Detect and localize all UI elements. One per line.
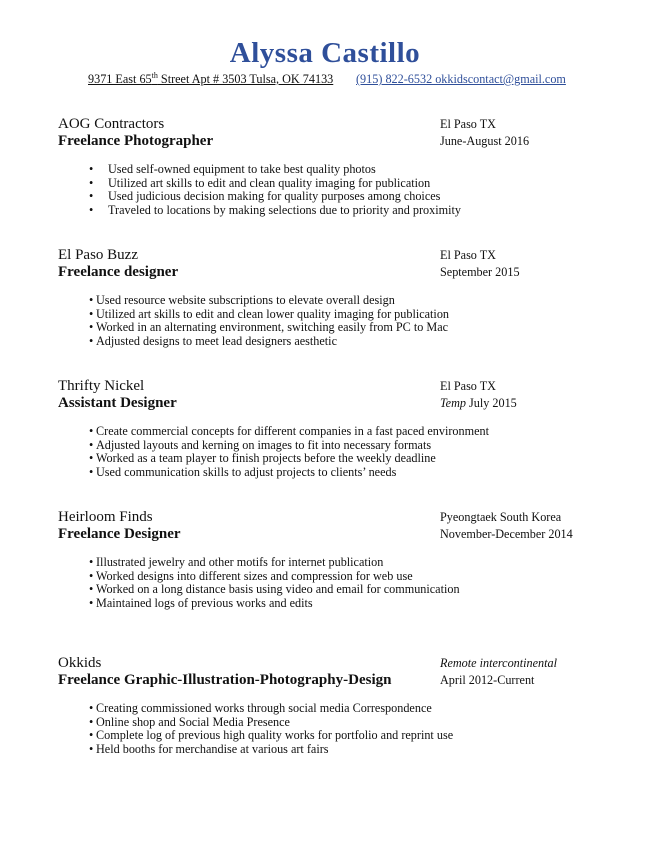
job-date-range: November-December 2014	[440, 527, 573, 541]
job-bullet: • Create commercial concepts for different companies in a fast paced environment	[58, 425, 489, 439]
job-date-range: April 2012-Current	[440, 673, 535, 687]
company-name: Heirloom Finds	[58, 509, 153, 525]
job-bullet-list	[58, 702, 453, 756]
job-bullet: • Illustrated jewelry and other motifs for internet publication	[58, 556, 460, 570]
job-date	[440, 527, 573, 542]
address-street-number: 9371 East 65	[88, 72, 152, 86]
contact-line	[88, 70, 566, 87]
address	[88, 72, 333, 86]
job-date-prefix: Temp	[440, 396, 466, 410]
job-bullet: • Worked on a long distance basis using video and email for communication	[58, 583, 460, 597]
job-location: El Paso TX	[440, 248, 496, 262]
job-bullet: • Creating commissioned works through social media Correspondence	[58, 702, 453, 716]
candidate-name: Alyssa Castillo	[229, 37, 421, 69]
job-bullet: • Online shop and Social Media Presence	[58, 716, 453, 730]
job-bullet-list	[58, 425, 489, 479]
company-name: Thrifty Nickel	[58, 378, 145, 394]
job-date-range: June-August 2016	[440, 134, 530, 148]
job-date	[440, 265, 520, 280]
job-bullet: • Maintained logs of previous works and edits	[58, 597, 460, 611]
address-rest: Street Apt # 3503 Tulsa, OK 74133	[157, 72, 334, 86]
address-ordinal-suffix: th	[151, 70, 158, 80]
job-title: Freelance Designer	[58, 526, 181, 542]
job-bullet: • Adjusted layouts and kerning on images to fit into necessary formats	[58, 439, 489, 453]
job-bullet: • Used self-owned equipment to take best quality photos	[58, 163, 461, 177]
phone-email-link[interactable]: (915) 822-6532 okkidscontact@gmail.com	[356, 72, 566, 86]
job-location: Remote intercontinental	[440, 656, 557, 670]
job-bullet: • Adjusted designs to meet lead designers aesthetic	[58, 335, 449, 349]
job-date-range: July 2015	[465, 396, 517, 410]
job-date-range: September 2015	[440, 265, 520, 279]
job-bullet: • Utilized art skills to edit and clean quality imaging for publication	[58, 177, 461, 191]
job-bullet: • Traveled to locations by making selections due to priority and proximity	[58, 204, 461, 218]
job-date	[440, 673, 534, 688]
job-bullet: • Utilized art skills to edit and clean lower quality imaging for publication	[58, 308, 449, 322]
job-title: Freelance designer	[58, 264, 179, 280]
job-bullet: • Worked in an alternating environment, switching easily from PC to Mac	[58, 321, 449, 335]
job-bullet-list	[58, 556, 460, 610]
company-name: El Paso Buzz	[58, 247, 138, 263]
job-date	[440, 396, 517, 411]
job-bullet: • Used communication skills to adjust projects to clients’ needs	[58, 466, 489, 480]
company-name: Okkids	[58, 655, 102, 671]
job-title: Freelance Photographer	[58, 133, 214, 149]
job-date	[440, 134, 529, 149]
job-bullet: • Worked designs into different sizes and compression for web use	[58, 570, 460, 584]
job-location: Pyeongtaek South Korea	[440, 510, 562, 524]
job-bullet: • Worked as a team player to finish projects before the weekly deadline	[58, 452, 489, 466]
job-bullet: • Held booths for merchandise at various art fairs	[58, 743, 453, 757]
job-bullet: • Complete log of previous high quality works for portfolio and reprint use	[58, 729, 453, 743]
job-bullet-list	[58, 163, 461, 217]
job-bullet: • Used resource website subscriptions to elevate overall design	[58, 294, 449, 308]
job-bullet-list	[58, 294, 449, 348]
job-location: El Paso TX	[440, 379, 496, 393]
job-title: Assistant Designer	[58, 395, 177, 411]
company-name: AOG Contractors	[58, 116, 165, 132]
job-location: El Paso TX	[440, 117, 496, 131]
job-title: Freelance Graphic-Illustration-Photography-Design	[58, 672, 392, 688]
job-bullet: • Used judicious decision making for quality purposes among choices	[58, 190, 461, 204]
